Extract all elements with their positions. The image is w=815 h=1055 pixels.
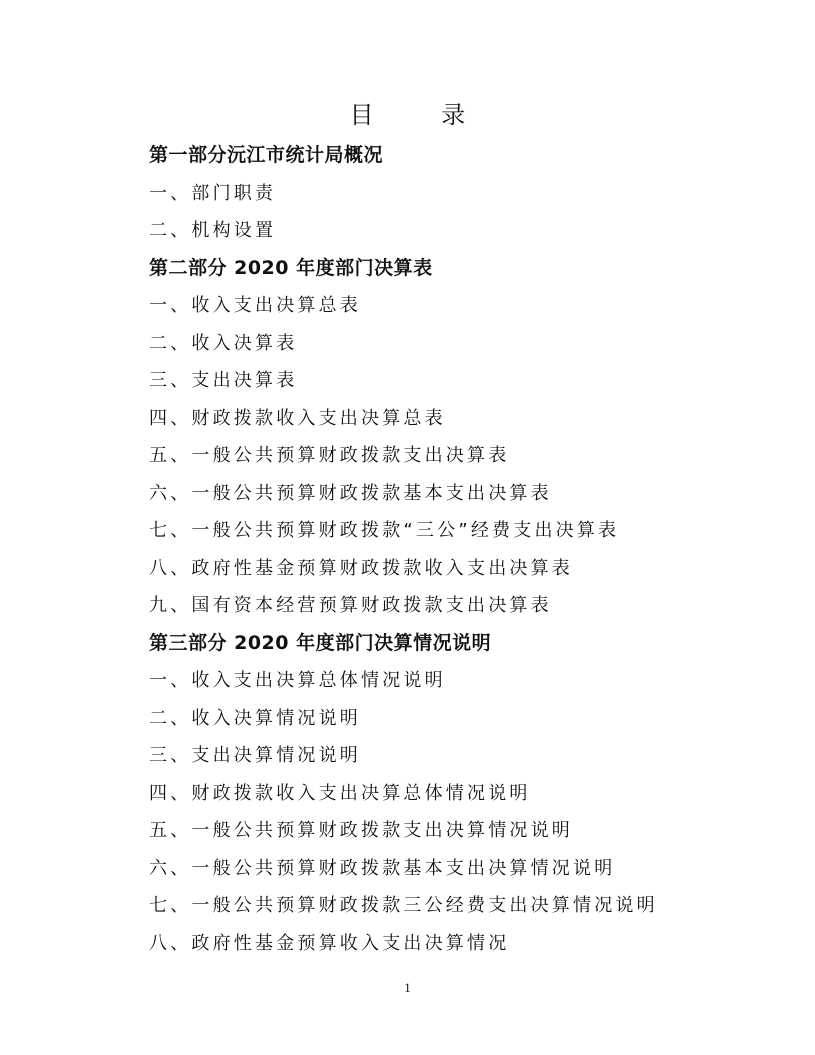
toc-item: 四、财政拨款收入支出决算总体情况说明: [149, 782, 531, 804]
toc-item: 二、收入决算情况说明: [149, 707, 361, 729]
toc-item: 八、政府性基金预算财政拨款收入支出决算表: [149, 557, 573, 579]
toc-item: 一、收入支出决算总表: [149, 295, 361, 316]
toc-item: 六、一般公共预算财政拨款基本支出决算情况说明: [149, 857, 616, 879]
toc-item: 三、支出决算情况说明: [149, 745, 361, 766]
toc-item: 六、一般公共预算财政拨款基本支出决算表: [149, 482, 552, 504]
toc-part-3: 第三部分 2020 年度部门决算情况说明: [149, 631, 492, 654]
toc-item: 五、一般公共预算财政拨款支出决算情况说明: [149, 820, 573, 841]
toc-part-1: 第一部分沅江市统计局概况: [149, 144, 384, 166]
page-number: 1: [404, 980, 411, 995]
toc-item: 二、机构设置: [149, 220, 277, 241]
toc-item: 二、收入决算表: [149, 332, 298, 354]
toc-item: 八、政府性基金预算收入支出决算情况: [149, 932, 510, 954]
toc-title: 目 录: [349, 101, 496, 129]
toc-part-2: 第二部分 2020 年度部门决算表: [149, 256, 433, 279]
toc-list: [149, 137, 709, 962]
toc-item: 七、一般公共预算财政拨款“三公”经费支出决算表: [149, 520, 620, 541]
toc-item: 四、财政拨款收入支出决算总表: [149, 407, 446, 429]
toc-item: 一、收入支出决算总体情况说明: [149, 670, 446, 691]
toc-item: 七、一般公共预算财政拨款三公经费支出决算情况说明: [149, 895, 658, 916]
toc-item: 三、支出决算表: [149, 370, 298, 391]
toc-item: 九、国有资本经营预算财政拨款支出决算表: [149, 595, 552, 616]
toc-item: 五、一般公共预算财政拨款支出决算表: [149, 445, 510, 466]
toc-item: 一、部门职责: [149, 182, 277, 204]
